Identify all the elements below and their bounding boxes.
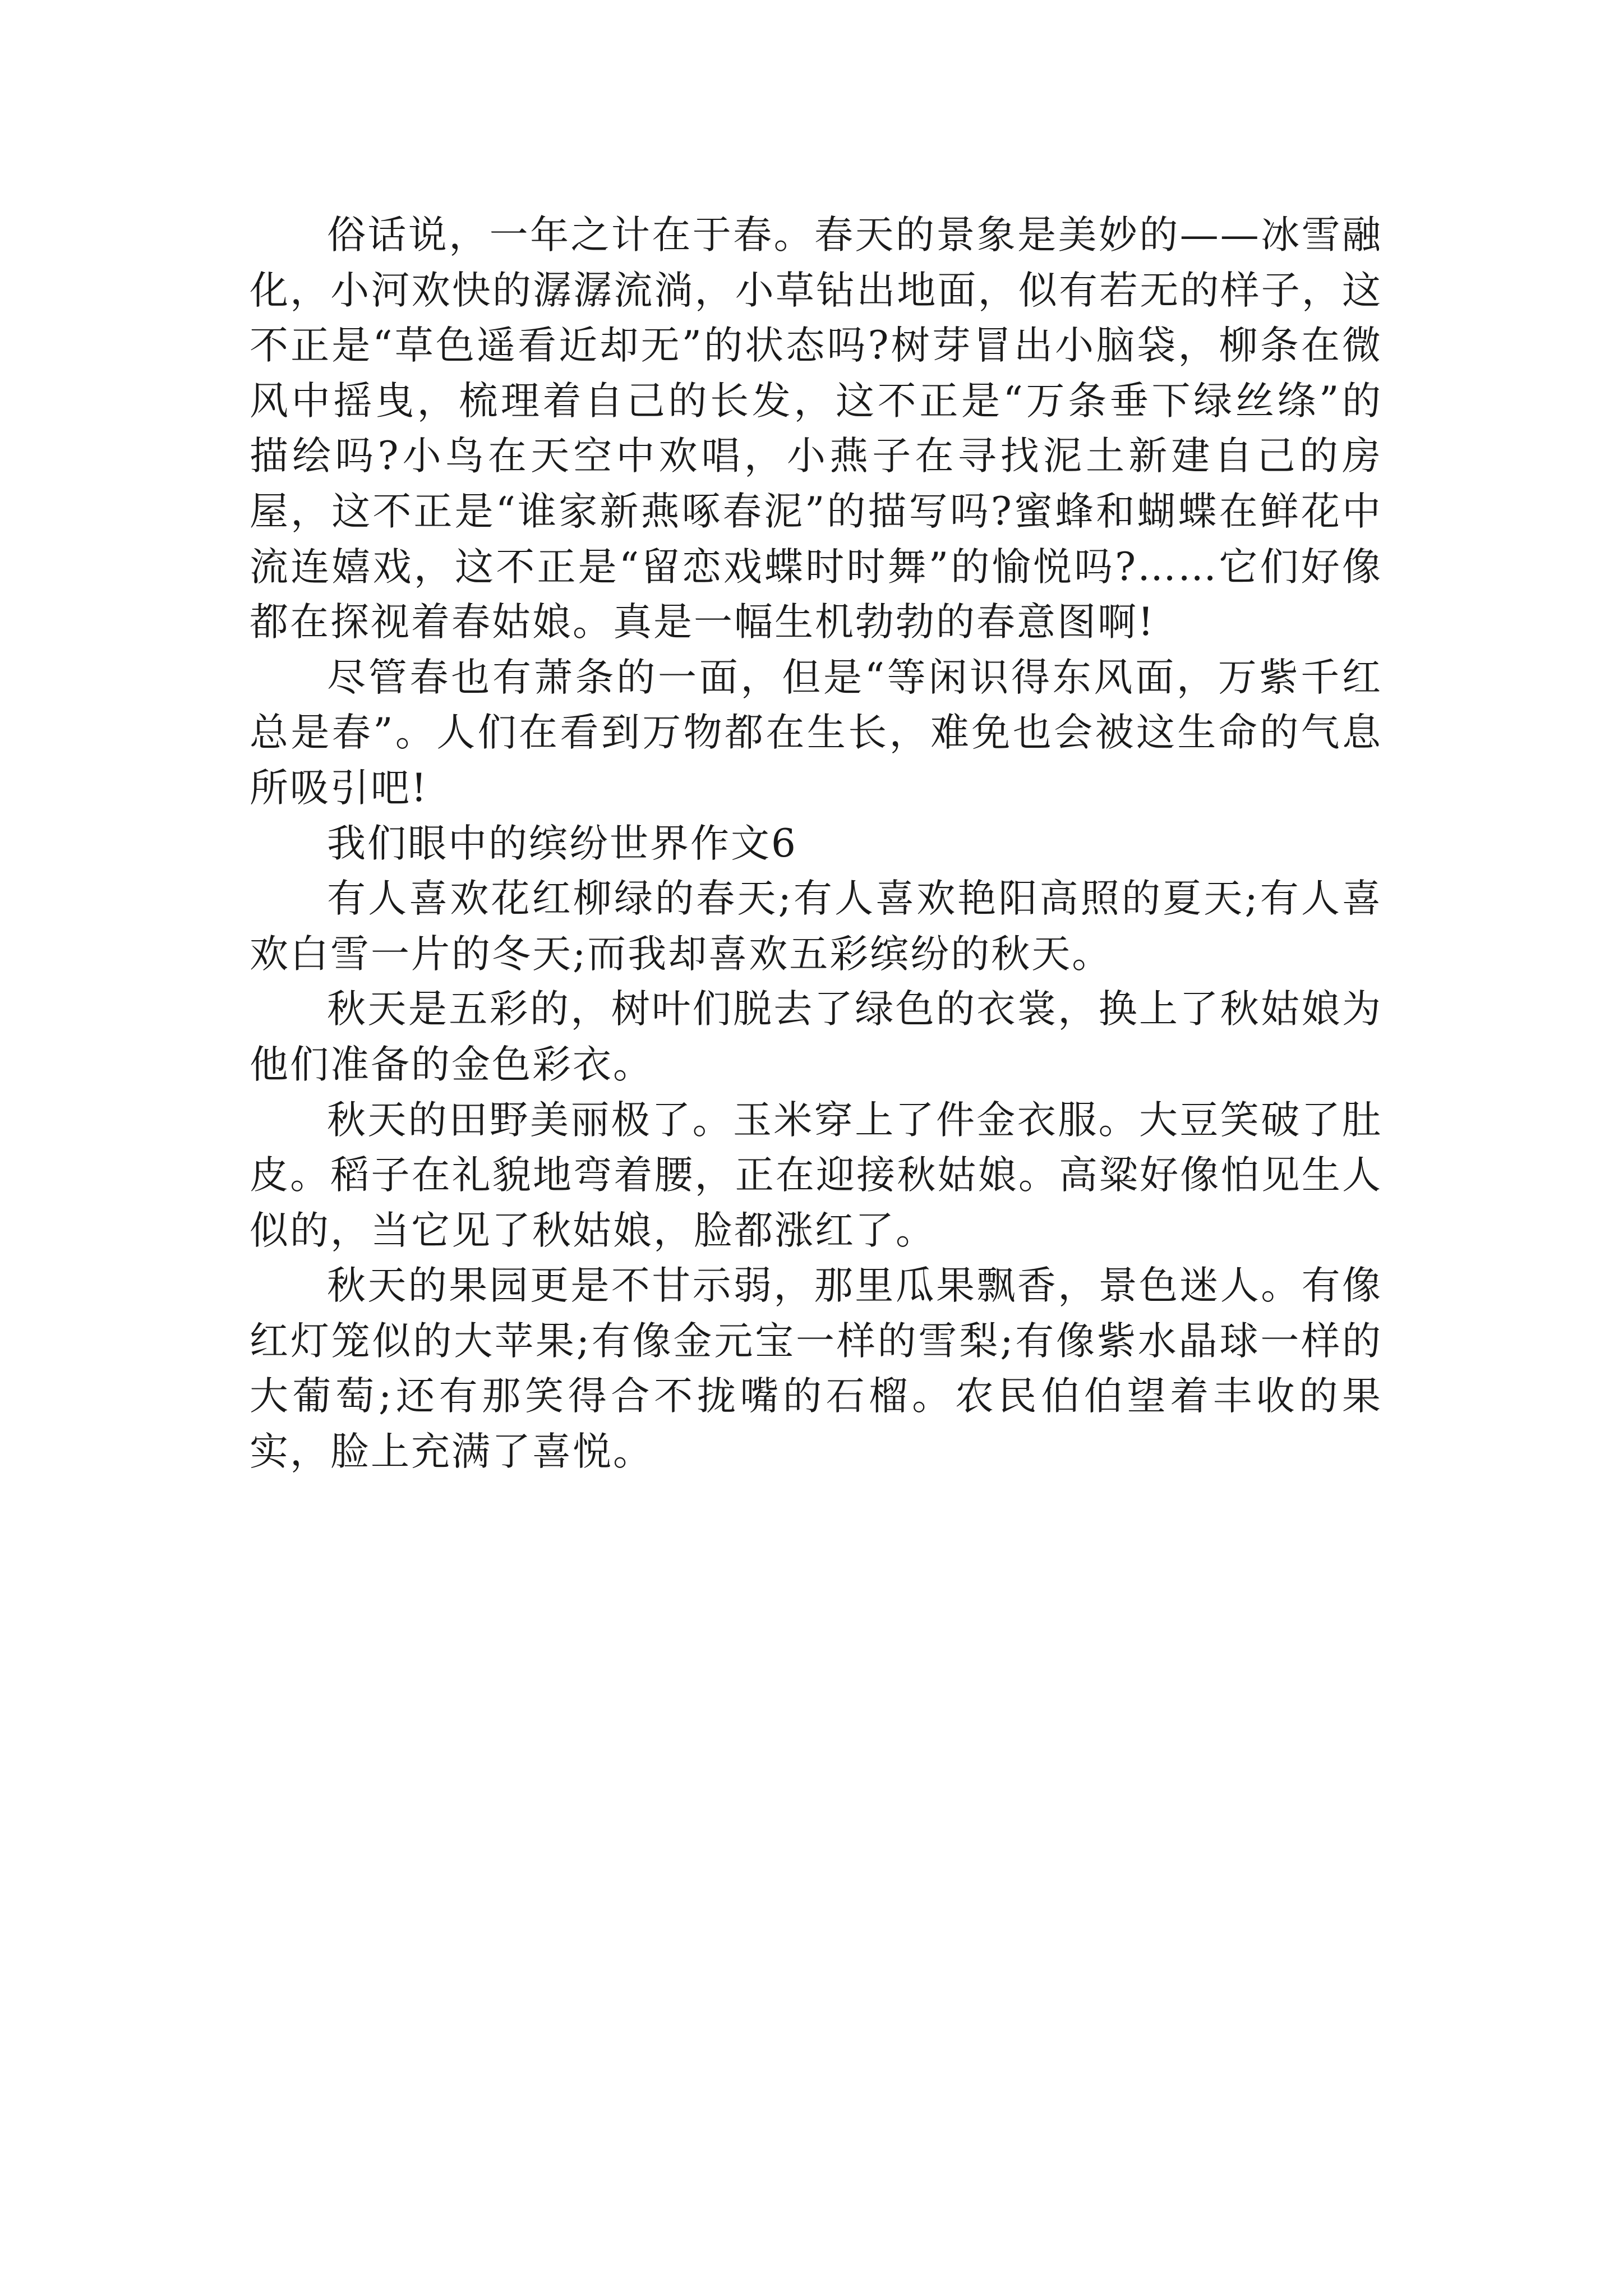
essay-heading: 我们眼中的缤纷世界作文6: [327, 821, 797, 866]
paragraph-autumn-orchard: 秋天的果园更是不甘示弱，那里瓜果飘香，景色迷人。有像红灯笼似的大苹果;有像金元宝一样的雪梨;有像紫水晶球一样的大葡萄;还有那笑得合不拢嘴的石榴。农民伯伯望着丰收的果实，脸上充满了喜悦。: [250, 1263, 1382, 1475]
paragraph-spring-scene: 俗话说，一年之计在于春。春天的景象是美妙的——冰雪融化，小河欢快的潺潺流淌，小草钻出地面，似有若无的样子，这不正是“草色遥看近却无”的状态吗?树芽冒出小脑袋，柳条在微风中摇曳，梳理着自己的长发，这不正是“万条垂下绿丝绦”的描绘吗?小鸟在天空中欢唱，小燕子在寻找泥土新建自己的房屋，这不正是“谁家新燕啄春泥”的描写吗?蜜蜂和蝴蝶在鲜花中流连嬉戏，这不正是“留恋戏蝶时时舞”的愉悦吗?……它们好像都在探视着春姑娘。真是一幅生机勃勃的春意图啊!: [250, 213, 1382, 645]
paragraph-seasons-preference: 有人喜欢花红柳绿的春天;有人喜欢艳阳高照的夏天;有人喜欢白雪一片的冬天;而我却喜欢五彩缤纷的秋天。: [250, 876, 1382, 977]
paragraph-spring-vitality: 尽管春也有萧条的一面，但是“等闲识得东风面，万紫千红总是春”。人们在看到万物都在生长，难免也会被这生命的气息所吸引吧!: [250, 655, 1382, 811]
paragraph-autumn-leaves: 秋天是五彩的，树叶们脱去了绿色的衣裳，换上了秋姑娘为他们准备的金色彩衣。: [250, 987, 1382, 1087]
paragraph-autumn-fields: 秋天的田野美丽极了。玉米穿上了件金衣服。大豆笑破了肚皮。稻子在礼貌地弯着腰，正在迎接秋姑娘。高粱好像怕见生人似的，当它见了秋姑娘，脸都涨红了。: [250, 1097, 1382, 1253]
document-body: [250, 208, 1382, 1480]
